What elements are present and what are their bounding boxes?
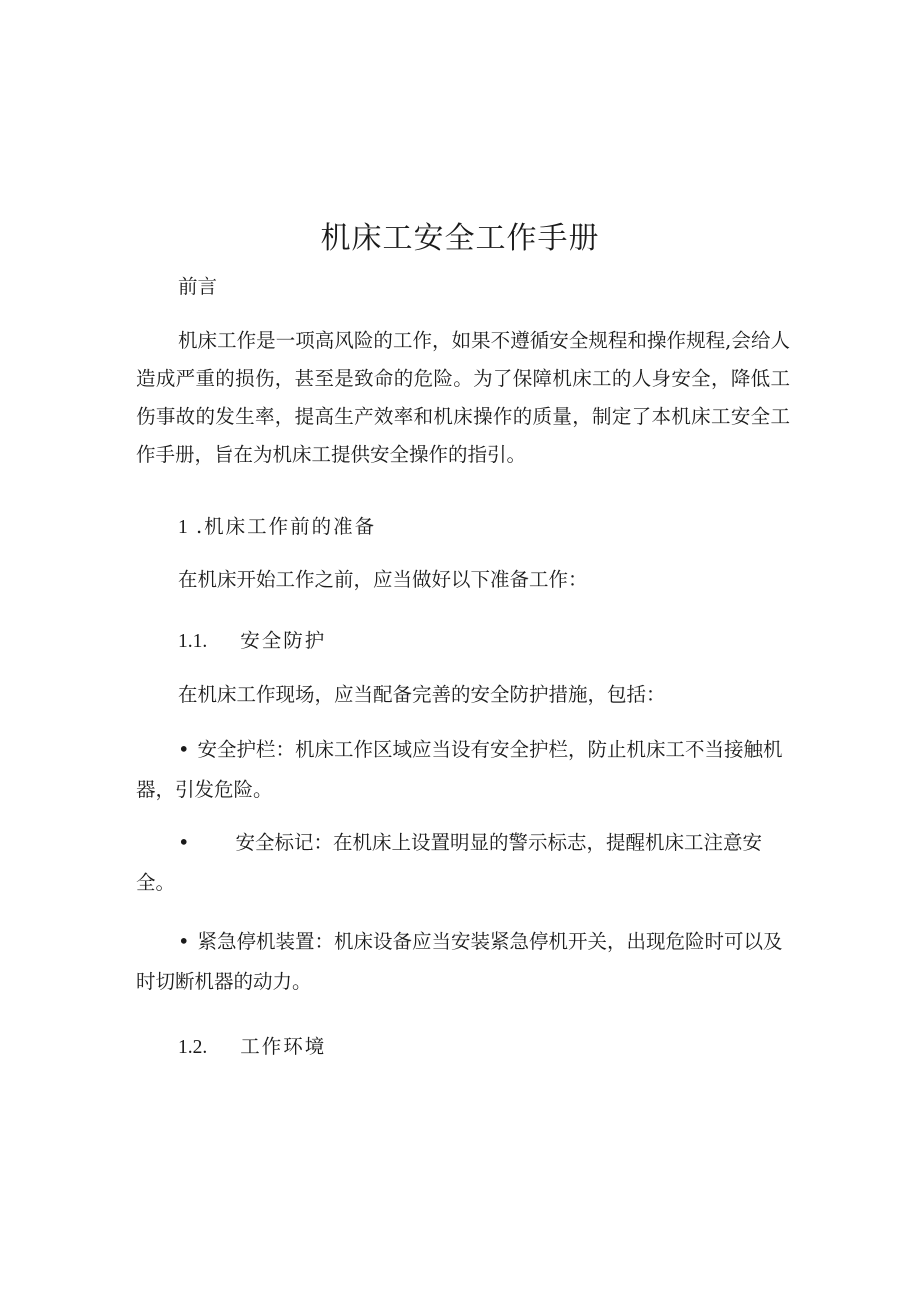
section-1-heading [178, 513, 376, 542]
section-1-number: 1 [178, 517, 188, 538]
bullet-item [136, 730, 790, 810]
section-1-1-heading [178, 627, 326, 656]
bullet-marker: • [178, 831, 190, 854]
bullet-item [136, 922, 790, 1002]
bullet-text: 紧急停机装置：机床设备应当安装紧急停机开关，出现危险时可以及时切断机器的动力。 [136, 930, 783, 993]
bullet-marker: • [178, 738, 190, 761]
bullet-text: 安全护栏：机床工作区域应当设有安全护栏，防止机床工不当接触机器，引发危险。 [136, 738, 783, 801]
bullet-text: 安全标记：在机床上设置明显的警示标志，提醒机床工注意安全。 [136, 831, 763, 894]
section-1-1-title: 安全防护 [240, 629, 327, 652]
bullet-item [136, 823, 790, 903]
section-1-1-intro: 在机床工作现场，应当配备完善的安全防护措施，包括： [178, 683, 666, 706]
section-1-2-number: 1.2. [178, 1037, 208, 1058]
section-1-2-heading [178, 1033, 326, 1062]
document-title: 机床工安全工作手册 [320, 221, 600, 256]
preface-paragraph: 机床工作是一项高风险的工作，如果不遵循安全规程和操作规程,会给人造成严重的损伤，甚至是致命的危险。为了保障机床工的人身安全，降低工伤事故的发生率，提高生产效率和机床操作的质量，制定了本机床工安全工作手册，旨在为机床工提供安全操作的指引。 [136, 329, 790, 466]
section-1-title: .机床工作前的准备 [195, 515, 377, 538]
preface-heading: 前言 [178, 275, 218, 298]
bullet-marker: • [178, 930, 190, 953]
section-1-1-number: 1.1. [178, 631, 208, 652]
section-1-2-title: 工作环境 [240, 1035, 327, 1058]
section-1-intro: 在机床开始工作之前，应当做好以下准备工作： [178, 568, 588, 591]
